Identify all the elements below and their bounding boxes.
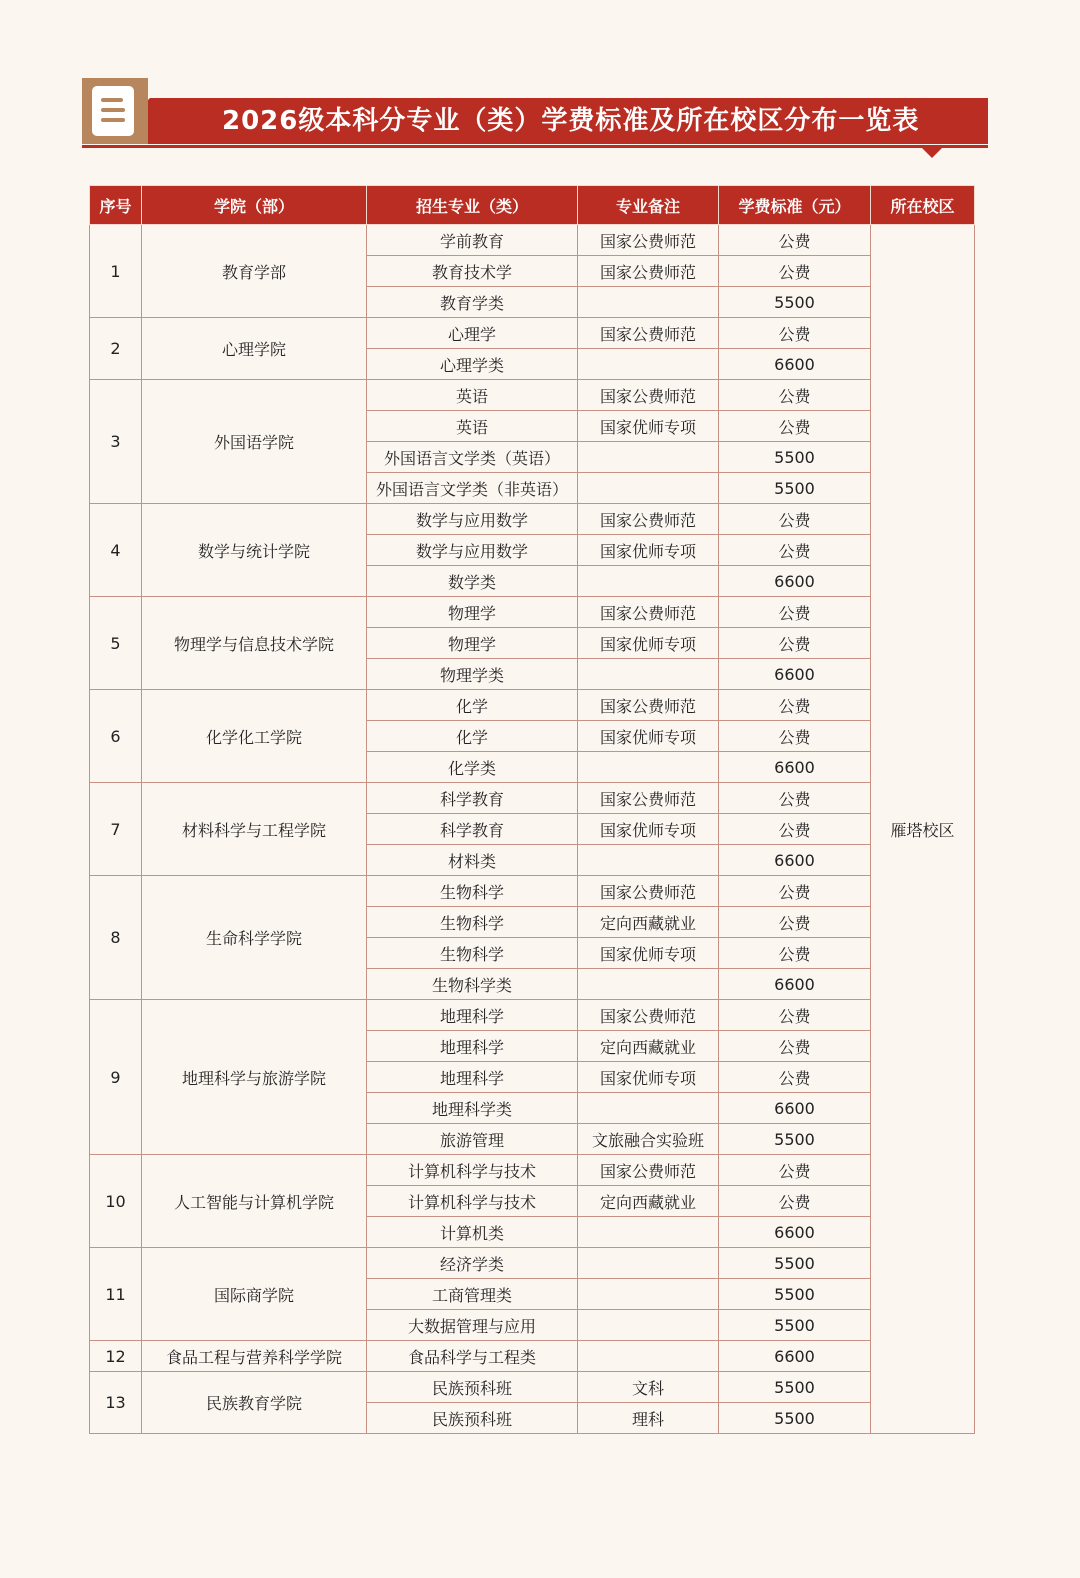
college-cell: 国际商学院 xyxy=(142,1248,367,1341)
note-cell: 国家优师专项 xyxy=(578,535,719,566)
major-cell: 经济学类 xyxy=(367,1248,578,1279)
major-cell: 外国语言文学类（英语） xyxy=(367,442,578,473)
table-row xyxy=(90,1248,975,1279)
note-cell: 国家公费师范 xyxy=(578,318,719,349)
note-cell xyxy=(578,752,719,783)
major-cell: 数学类 xyxy=(367,566,578,597)
note-cell: 国家优师专项 xyxy=(578,814,719,845)
fee-cell: 6600 xyxy=(719,1341,871,1372)
college-cell: 物理学与信息技术学院 xyxy=(142,597,367,690)
title-banner xyxy=(82,78,988,170)
college-cell: 人工智能与计算机学院 xyxy=(142,1155,367,1248)
major-cell: 物理学 xyxy=(367,628,578,659)
major-cell: 生物科学 xyxy=(367,938,578,969)
fee-cell: 公费 xyxy=(719,1186,871,1217)
note-cell xyxy=(578,1248,719,1279)
note-cell: 理科 xyxy=(578,1403,719,1434)
document-line xyxy=(101,118,125,122)
table-header-row xyxy=(90,186,975,225)
major-cell: 生物科学 xyxy=(367,907,578,938)
fee-cell: 公费 xyxy=(719,225,871,256)
fee-cell: 公费 xyxy=(719,535,871,566)
college-cell: 民族教育学院 xyxy=(142,1372,367,1434)
major-cell: 地理科学 xyxy=(367,1000,578,1031)
fee-cell: 6600 xyxy=(719,969,871,1000)
note-cell xyxy=(578,1093,719,1124)
note-cell xyxy=(578,1310,719,1341)
note-cell: 文科 xyxy=(578,1372,719,1403)
fee-cell: 公费 xyxy=(719,411,871,442)
fee-cell: 公费 xyxy=(719,256,871,287)
major-cell: 教育技术学 xyxy=(367,256,578,287)
note-cell: 定向西藏就业 xyxy=(578,907,719,938)
fee-cell: 公费 xyxy=(719,1155,871,1186)
fee-cell: 6600 xyxy=(719,349,871,380)
fee-cell: 5500 xyxy=(719,1279,871,1310)
major-cell: 生物科学类 xyxy=(367,969,578,1000)
major-cell: 旅游管理 xyxy=(367,1124,578,1155)
page-title: 2026级本科分专业（类）学费标准及所在校区分布一览表 xyxy=(222,106,920,136)
major-cell: 物理学类 xyxy=(367,659,578,690)
fee-cell: 5500 xyxy=(719,442,871,473)
major-cell: 民族预科班 xyxy=(367,1372,578,1403)
major-cell: 大数据管理与应用 xyxy=(367,1310,578,1341)
note-cell: 文旅融合实验班 xyxy=(578,1124,719,1155)
document-icon xyxy=(82,78,148,144)
major-cell: 工商管理类 xyxy=(367,1279,578,1310)
major-cell: 化学 xyxy=(367,721,578,752)
fee-cell: 5500 xyxy=(719,287,871,318)
note-cell: 定向西藏就业 xyxy=(578,1186,719,1217)
table-row xyxy=(90,225,975,256)
index-cell: 2 xyxy=(90,318,142,380)
major-cell: 数学与应用数学 xyxy=(367,535,578,566)
major-cell: 计算机科学与技术 xyxy=(367,1155,578,1186)
fee-cell: 5500 xyxy=(719,1403,871,1434)
table-row xyxy=(90,1341,975,1372)
note-cell: 国家公费师范 xyxy=(578,876,719,907)
table-row xyxy=(90,690,975,721)
major-cell: 材料类 xyxy=(367,845,578,876)
major-cell: 英语 xyxy=(367,411,578,442)
note-cell: 国家公费师范 xyxy=(578,256,719,287)
major-cell: 心理学类 xyxy=(367,349,578,380)
college-cell: 心理学院 xyxy=(142,318,367,380)
index-cell: 4 xyxy=(90,504,142,597)
table-row xyxy=(90,318,975,349)
table-row xyxy=(90,504,975,535)
major-cell: 化学类 xyxy=(367,752,578,783)
fee-cell: 公费 xyxy=(719,628,871,659)
header-index: 序号 xyxy=(90,186,142,225)
tuition-table xyxy=(89,185,975,1434)
document-line xyxy=(101,108,125,112)
note-cell xyxy=(578,1279,719,1310)
document-page xyxy=(92,86,134,136)
header-college: 学院（部） xyxy=(142,186,367,225)
fee-cell: 公费 xyxy=(719,1000,871,1031)
fee-cell: 5500 xyxy=(719,1248,871,1279)
fee-cell: 公费 xyxy=(719,876,871,907)
index-cell: 12 xyxy=(90,1341,142,1372)
college-cell: 化学化工学院 xyxy=(142,690,367,783)
table-body xyxy=(90,225,975,1434)
fee-cell: 公费 xyxy=(719,1031,871,1062)
fee-cell: 公费 xyxy=(719,907,871,938)
title-notch xyxy=(922,148,942,158)
header-major: 招生专业（类） xyxy=(367,186,578,225)
table-row xyxy=(90,1000,975,1031)
index-cell: 1 xyxy=(90,225,142,318)
note-cell: 国家公费师范 xyxy=(578,597,719,628)
index-cell: 11 xyxy=(90,1248,142,1341)
fee-cell: 5500 xyxy=(719,1124,871,1155)
fee-cell: 公费 xyxy=(719,504,871,535)
note-cell: 国家公费师范 xyxy=(578,783,719,814)
major-cell: 地理科学 xyxy=(367,1062,578,1093)
table-row xyxy=(90,597,975,628)
table-row xyxy=(90,1155,975,1186)
index-cell: 3 xyxy=(90,380,142,504)
note-cell xyxy=(578,845,719,876)
fee-cell: 6600 xyxy=(719,659,871,690)
major-cell: 心理学 xyxy=(367,318,578,349)
major-cell: 食品科学与工程类 xyxy=(367,1341,578,1372)
college-cell: 食品工程与营养科学学院 xyxy=(142,1341,367,1372)
fee-cell: 公费 xyxy=(719,783,871,814)
index-cell: 8 xyxy=(90,876,142,1000)
fee-cell: 公费 xyxy=(719,721,871,752)
college-cell: 教育学部 xyxy=(142,225,367,318)
note-cell: 国家优师专项 xyxy=(578,938,719,969)
major-cell: 数学与应用数学 xyxy=(367,504,578,535)
major-cell: 民族预科班 xyxy=(367,1403,578,1434)
major-cell: 物理学 xyxy=(367,597,578,628)
note-cell xyxy=(578,349,719,380)
fee-cell: 公费 xyxy=(719,380,871,411)
note-cell: 国家优师专项 xyxy=(578,1062,719,1093)
header-note: 专业备注 xyxy=(578,186,719,225)
note-cell: 国家公费师范 xyxy=(578,1000,719,1031)
header-campus: 所在校区 xyxy=(871,186,975,225)
index-cell: 10 xyxy=(90,1155,142,1248)
fee-cell: 5500 xyxy=(719,473,871,504)
table-row xyxy=(90,876,975,907)
table-row xyxy=(90,1372,975,1403)
fee-cell: 公费 xyxy=(719,318,871,349)
header-fee: 学费标准（元） xyxy=(719,186,871,225)
note-cell xyxy=(578,287,719,318)
major-cell: 教育学类 xyxy=(367,287,578,318)
note-cell xyxy=(578,969,719,1000)
major-cell: 地理科学 xyxy=(367,1031,578,1062)
campus-cell: 雁塔校区 xyxy=(871,225,975,1434)
note-cell xyxy=(578,473,719,504)
college-cell: 地理科学与旅游学院 xyxy=(142,1000,367,1155)
college-cell: 生命科学学院 xyxy=(142,876,367,1000)
note-cell: 国家公费师范 xyxy=(578,690,719,721)
fee-cell: 5500 xyxy=(719,1372,871,1403)
fee-cell: 6600 xyxy=(719,845,871,876)
note-cell: 国家优师专项 xyxy=(578,628,719,659)
fee-cell: 公费 xyxy=(719,597,871,628)
major-cell: 计算机科学与技术 xyxy=(367,1186,578,1217)
note-cell xyxy=(578,659,719,690)
fee-cell: 5500 xyxy=(719,1310,871,1341)
major-cell: 科学教育 xyxy=(367,814,578,845)
major-cell: 外国语言文学类（非英语） xyxy=(367,473,578,504)
fee-cell: 6600 xyxy=(719,566,871,597)
title-underline xyxy=(82,145,988,148)
note-cell: 国家优师专项 xyxy=(578,411,719,442)
table-row xyxy=(90,783,975,814)
fee-cell: 公费 xyxy=(719,814,871,845)
index-cell: 5 xyxy=(90,597,142,690)
note-cell xyxy=(578,1217,719,1248)
note-cell xyxy=(578,1341,719,1372)
note-cell: 国家优师专项 xyxy=(578,721,719,752)
major-cell: 英语 xyxy=(367,380,578,411)
fee-cell: 6600 xyxy=(719,1093,871,1124)
fee-cell: 6600 xyxy=(719,1217,871,1248)
fee-cell: 公费 xyxy=(719,938,871,969)
table-row xyxy=(90,380,975,411)
note-cell xyxy=(578,566,719,597)
note-cell: 国家公费师范 xyxy=(578,380,719,411)
note-cell: 国家公费师范 xyxy=(578,504,719,535)
major-cell: 地理科学类 xyxy=(367,1093,578,1124)
index-cell: 6 xyxy=(90,690,142,783)
major-cell: 计算机类 xyxy=(367,1217,578,1248)
major-cell: 生物科学 xyxy=(367,876,578,907)
index-cell: 7 xyxy=(90,783,142,876)
major-cell: 化学 xyxy=(367,690,578,721)
note-cell: 国家公费师范 xyxy=(578,1155,719,1186)
fee-cell: 公费 xyxy=(719,1062,871,1093)
college-cell: 材料科学与工程学院 xyxy=(142,783,367,876)
major-cell: 科学教育 xyxy=(367,783,578,814)
major-cell: 学前教育 xyxy=(367,225,578,256)
index-cell: 13 xyxy=(90,1372,142,1434)
document-line xyxy=(101,98,123,102)
note-cell xyxy=(578,442,719,473)
fee-cell: 6600 xyxy=(719,752,871,783)
index-cell: 9 xyxy=(90,1000,142,1155)
note-cell: 国家公费师范 xyxy=(578,225,719,256)
college-cell: 数学与统计学院 xyxy=(142,504,367,597)
fee-cell: 公费 xyxy=(719,690,871,721)
note-cell: 定向西藏就业 xyxy=(578,1031,719,1062)
college-cell: 外国语学院 xyxy=(142,380,367,504)
